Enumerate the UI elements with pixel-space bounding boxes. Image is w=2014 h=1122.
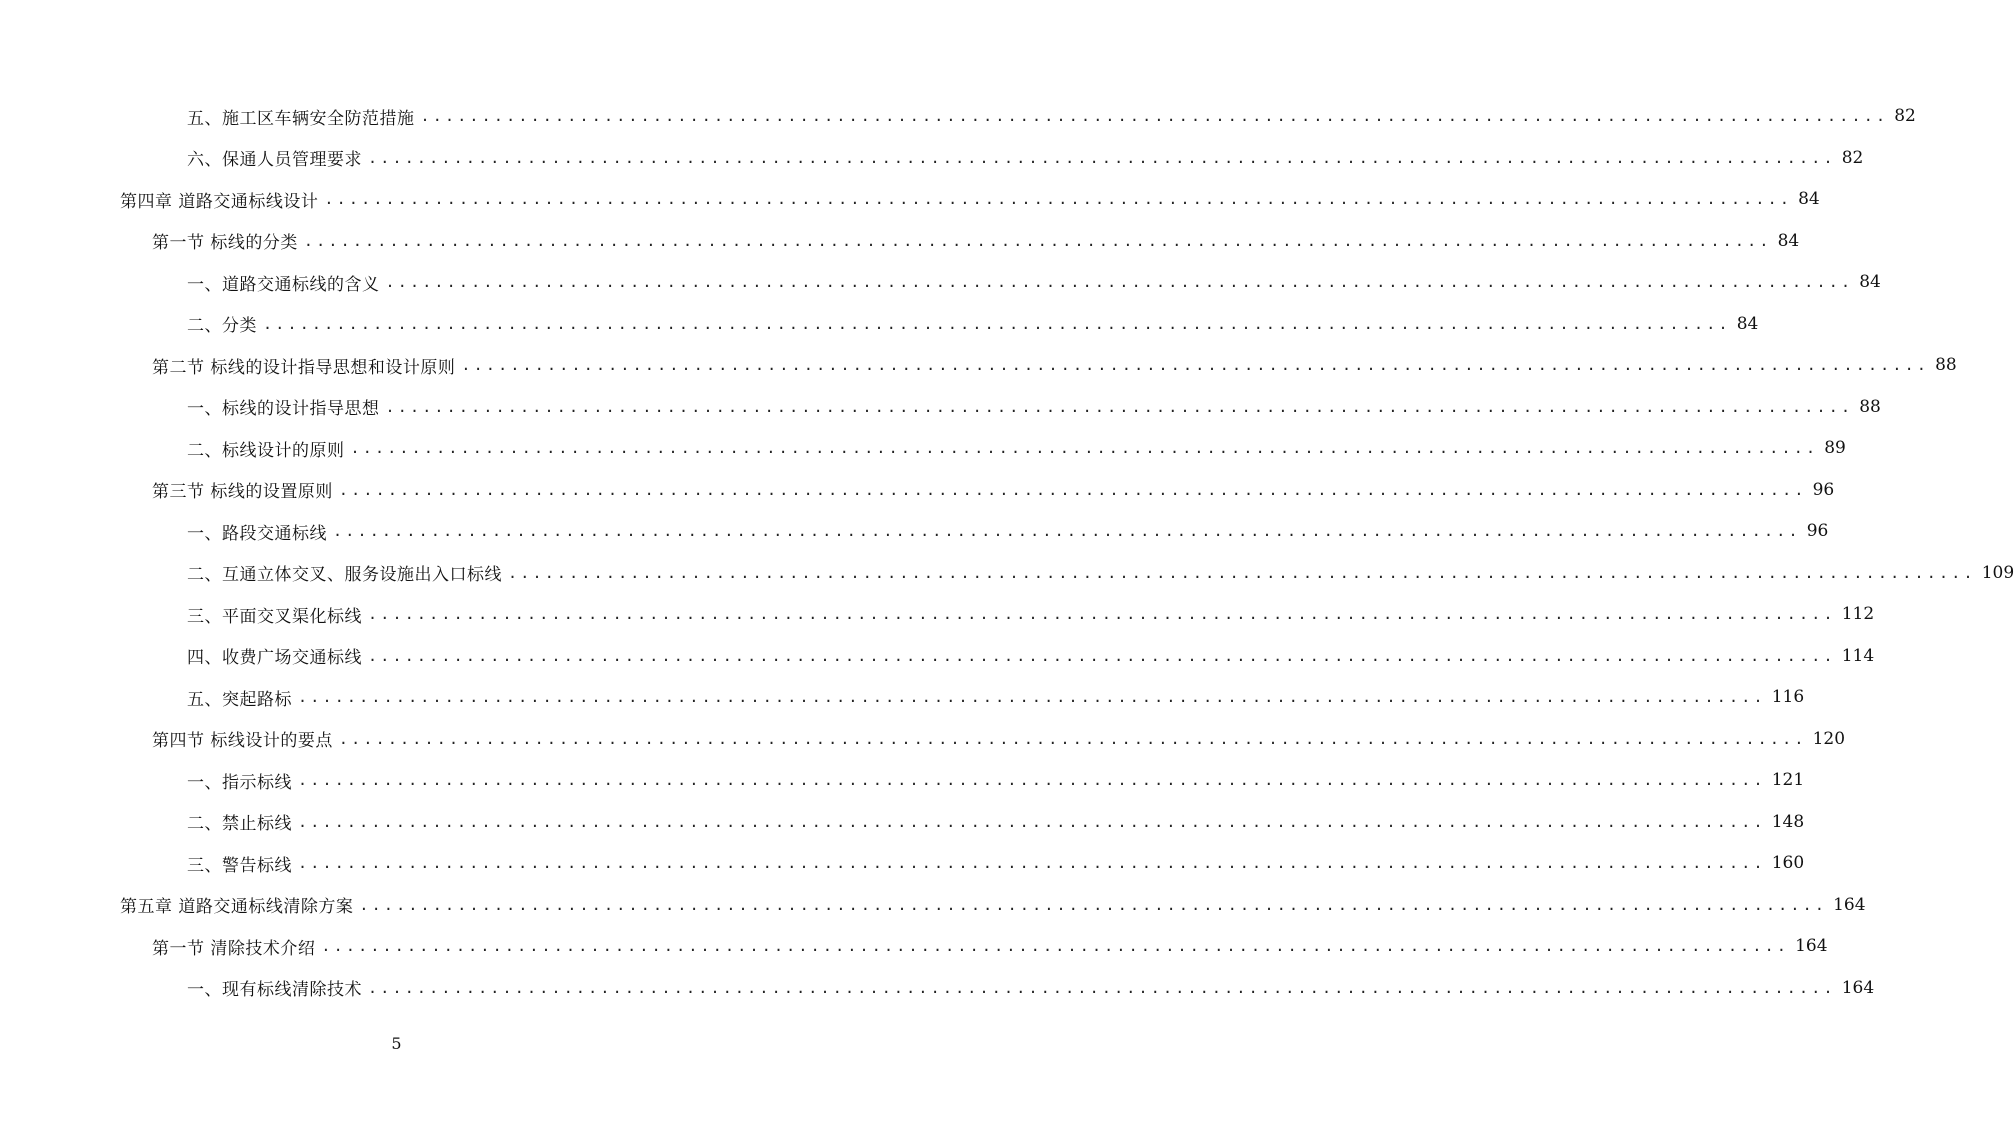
toc-entry-title: 一、标线的设计指导思想: [187, 399, 380, 419]
toc-entry-title: 第三节 标线的设置原则: [152, 482, 333, 502]
dot-leader: ........................................................................................................................: [333, 522, 1801, 540]
toc-entry-title: 第一节 清除技术介绍: [152, 938, 316, 959]
toc-entry-page: 164: [1841, 977, 1875, 998]
toc-entry-page: 96: [1812, 479, 1835, 500]
toc-entry[interactable]: [120, 179, 1820, 219]
dot-leader: ........................................................................................................................: [263, 314, 1731, 333]
toc-entry-title: 三、警告标线: [187, 855, 292, 876]
toc-entry-page: 82: [1894, 106, 1916, 126]
dot-leader: ........................................................................................................................: [385, 273, 1854, 291]
dot-leader: ........................................................................................................................: [350, 439, 1819, 457]
toc-entry-page: 164: [1795, 936, 1828, 956]
dot-leader: ........................................................................................................................: [324, 190, 1793, 208]
toc-entry-page: 112: [1841, 604, 1875, 624]
toc-entry-title: 第四节 标线设计的要点: [152, 731, 333, 751]
dot-leader: ........................................................................................................................: [303, 231, 1772, 250]
dot-leader: ........................................................................................................................: [368, 646, 1836, 665]
dot-leader: ........................................................................................................................: [298, 688, 1766, 706]
toc-entry-title: 一、路段交通标线: [187, 523, 327, 544]
toc-entry[interactable]: [187, 594, 1875, 634]
toc-entry-page: 120: [1812, 728, 1846, 749]
dot-leader: ........................................................................................................................: [321, 937, 1790, 955]
toc-entry[interactable]: [187, 802, 1805, 842]
toc-entry-title: 一、道路交通标线的含义: [187, 274, 380, 295]
toc-entry-title: 第二节 标线的设计指导思想和设计原则: [152, 357, 456, 378]
toc-entry-page: 148: [1771, 811, 1805, 832]
toc-entry-page: 84: [1859, 272, 1881, 292]
toc-entry[interactable]: [152, 221, 1800, 261]
dot-leader: ........................................................................................................................: [420, 107, 1889, 125]
toc-entry-page: 88: [1935, 355, 1957, 375]
toc-entry-page: 114: [1841, 645, 1875, 666]
toc-entry[interactable]: [152, 926, 1828, 966]
dot-leader: ........................................................................................................................: [508, 563, 1976, 582]
toc-entry-page: 82: [1841, 147, 1864, 168]
toc-entry[interactable]: [152, 470, 1835, 510]
toc-entry-page: 84: [1736, 313, 1759, 334]
toc-entry-title: 二、分类: [187, 316, 257, 336]
toc-entry-page: 164: [1833, 894, 1866, 915]
toc-entry[interactable]: [152, 719, 1846, 759]
toc-entry-page: 88: [1859, 396, 1881, 417]
dot-leader: ........................................................................................................................: [461, 356, 1930, 374]
toc-entry-page: 84: [1777, 230, 1800, 251]
toc-entry-page: 121: [1771, 770, 1805, 790]
toc-entry-page: 96: [1806, 521, 1829, 541]
toc-entry[interactable]: [187, 511, 1829, 551]
toc-entry-page: 89: [1824, 438, 1846, 458]
toc-entry-page: 109: [1981, 562, 2014, 583]
dot-leader: ........................................................................................................................: [368, 978, 1836, 997]
dot-leader: ........................................................................................................................: [385, 397, 1854, 416]
toc-entry-title: 二、禁止标线: [187, 814, 292, 834]
toc-entry[interactable]: [187, 138, 1864, 178]
toc-entry[interactable]: [187, 760, 1805, 800]
dot-leader: ........................................................................................................................: [298, 854, 1766, 872]
toc-entry-title: 一、现有标线清除技术: [187, 980, 362, 1000]
toc-entry-title: 三、平面交叉渠化标线: [187, 606, 362, 627]
dot-leader: ........................................................................................................................: [368, 605, 1836, 623]
toc-entry-page: 84: [1798, 189, 1820, 209]
dot-leader: ........................................................................................................................: [359, 895, 1828, 914]
toc-entry[interactable]: [187, 677, 1805, 717]
toc-entry-title: 第五章 道路交通标线清除方案: [120, 897, 354, 917]
toc-entry-page: 116: [1771, 687, 1805, 707]
dot-leader: ........................................................................................................................: [338, 480, 1807, 499]
toc-entry-title: 六、保通人员管理要求: [187, 150, 362, 170]
toc-entry[interactable]: [187, 428, 1846, 468]
toc-entry-title: 一、指示标线: [187, 772, 292, 793]
toc-entry[interactable]: [187, 96, 1916, 136]
toc-entry[interactable]: [152, 345, 1957, 385]
toc-entry[interactable]: [187, 843, 1805, 883]
toc-entry[interactable]: [187, 553, 2014, 593]
toc-entry-title: 二、互通立体交叉、服务设施出入口标线: [187, 565, 502, 585]
toc-entry-title: 五、施工区车辆安全防范措施: [187, 108, 415, 129]
toc-entry-title: 第四章 道路交通标线设计: [120, 191, 319, 212]
toc-entry-title: 四、收费广场交通标线: [187, 648, 362, 668]
toc-entry-title: 二、标线设计的原则: [187, 440, 345, 461]
toc-entry-page: 160: [1771, 853, 1805, 873]
toc-entry-title: 第一节 标线的分类: [152, 233, 298, 253]
toc-entry[interactable]: [187, 968, 1875, 1008]
toc-entry[interactable]: [187, 387, 1881, 427]
page-number: 5: [391, 1034, 402, 1053]
toc-entry-title: 五、突起路标: [187, 689, 292, 710]
dot-leader: ........................................................................................................................: [298, 812, 1766, 831]
dot-leader: ........................................................................................................................: [368, 148, 1836, 167]
toc-entry[interactable]: [187, 262, 1881, 302]
dot-leader: ........................................................................................................................: [298, 771, 1766, 789]
toc-entry[interactable]: [120, 885, 1866, 925]
toc-entry[interactable]: [187, 636, 1875, 676]
dot-leader: ........................................................................................................................: [338, 729, 1807, 748]
toc-entry[interactable]: [187, 304, 1759, 344]
